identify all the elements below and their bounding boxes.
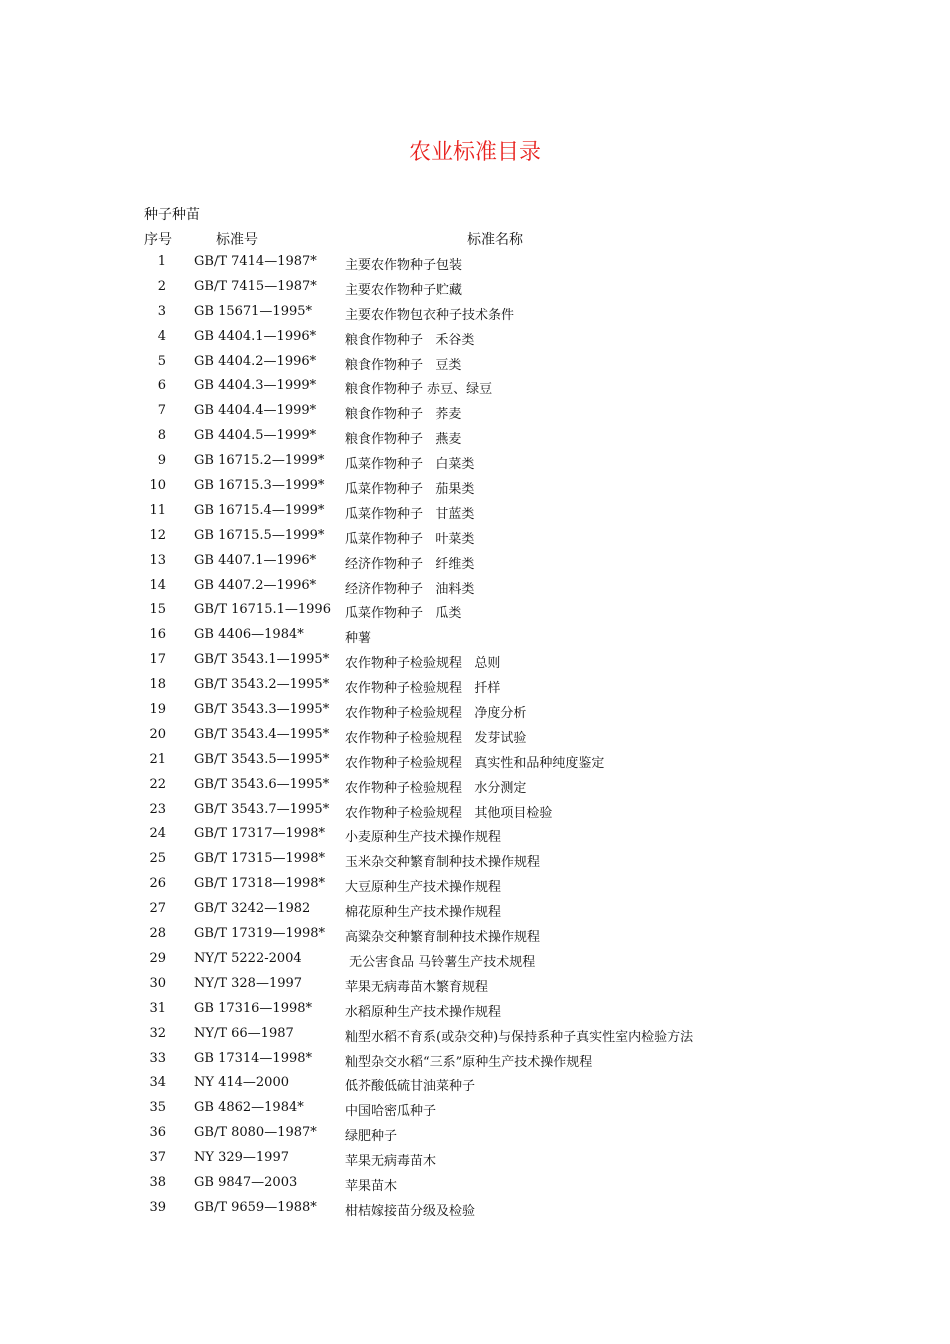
list-item xyxy=(0,501,950,526)
row-standard-name: 粮食作物种子 荞麦 xyxy=(345,407,462,423)
list-item xyxy=(0,526,950,551)
row-standard-name: 玉米杂交种繁育制种技术操作规程 xyxy=(345,855,541,871)
standards-list xyxy=(0,252,950,1223)
row-standard-code: NY 329—1997 xyxy=(194,1150,289,1166)
row-standard-code: GB/T 7414—1987* xyxy=(194,254,317,269)
row-standard-code: GB/T 3543.6—1995* xyxy=(194,776,330,792)
row-seq: 24 xyxy=(149,826,166,842)
row-seq: 32 xyxy=(149,1025,166,1041)
row-standard-name: 粮食作物种子 燕麦 xyxy=(345,432,462,448)
list-item xyxy=(0,874,950,899)
row-standard-name: 主要农作物种子包装 xyxy=(345,258,463,273)
row-seq: 31 xyxy=(149,1000,166,1016)
row-standard-code: NY/T 328—1997 xyxy=(194,975,303,991)
row-standard-code: GB 16715.5—1999* xyxy=(194,527,325,543)
row-standard-name: 瓜菜作物种子 白菜类 xyxy=(345,457,475,473)
row-standard-name: 农作物种子检验规程 真实性和品种纯度鉴定 xyxy=(345,755,605,771)
row-standard-name: 低芥酸低硫甘油菜种子 xyxy=(345,1079,476,1095)
row-standard-name: 农作物种子检验规程 净度分析 xyxy=(345,706,527,722)
row-standard-code: GB/T 17319—1998* xyxy=(194,926,326,942)
list-item xyxy=(0,800,950,825)
row-standard-code: GB/T 3242—1982 xyxy=(194,901,311,917)
list-item xyxy=(0,376,950,401)
row-seq: 4 xyxy=(157,328,166,344)
row-standard-name: 粮食作物种子 豆类 xyxy=(345,357,462,373)
row-standard-code: GB/T 16715.1—1996 xyxy=(194,602,331,618)
row-standard-code: GB 9847—2003 xyxy=(194,1174,298,1190)
row-standard-name: 柑桔嫁接苗分级及检验 xyxy=(345,1203,476,1219)
row-standard-code: GB 4404.2—1996* xyxy=(194,353,317,369)
row-seq: 5 xyxy=(157,353,166,369)
list-item xyxy=(0,576,950,601)
row-seq: 33 xyxy=(149,1050,166,1066)
row-standard-code: GB 16715.3—1999* xyxy=(194,478,325,494)
row-seq: 2 xyxy=(157,278,166,294)
row-seq: 21 xyxy=(149,751,166,767)
row-standard-name: 农作物种子检验规程 其他项目检验 xyxy=(345,805,553,821)
row-standard-name: 高粱杂交种繁育制种技术操作规程 xyxy=(345,930,541,946)
row-standard-name: 小麦原种生产技术操作规程 xyxy=(345,830,502,846)
row-standard-name: 粮食作物种子 赤豆、绿豆 xyxy=(345,382,493,398)
row-seq: 13 xyxy=(149,552,166,568)
row-seq: 16 xyxy=(149,627,166,643)
row-standard-name: 籼型杂交水稻“三系”原种生产技术操作规程 xyxy=(345,1054,593,1070)
row-standard-code: GB/T 3543.7—1995* xyxy=(194,801,330,817)
row-standard-name: 农作物种子检验规程 水分测定 xyxy=(345,780,527,796)
list-item xyxy=(0,600,950,625)
list-item xyxy=(0,750,950,775)
row-standard-name: 经济作物种子 纤维类 xyxy=(345,556,475,572)
list-item xyxy=(0,451,950,476)
list-item xyxy=(0,1024,950,1049)
row-seq: 34 xyxy=(149,1075,166,1091)
column-header-name: 标准名称 xyxy=(467,232,523,248)
list-item xyxy=(0,824,950,849)
row-seq: 11 xyxy=(149,502,166,518)
row-seq: 8 xyxy=(157,428,166,444)
list-item xyxy=(0,551,950,576)
row-standard-code: GB 4404.5—1999* xyxy=(194,428,317,444)
row-standard-name: 水稻原种生产技术操作规程 xyxy=(345,1004,502,1020)
row-seq: 26 xyxy=(149,876,166,892)
row-standard-code: GB/T 3543.5—1995* xyxy=(194,751,330,767)
row-standard-name: 苹果无病毒苗木 xyxy=(345,1154,437,1170)
row-standard-code: GB/T 3543.2—1995* xyxy=(194,677,330,693)
row-seq: 23 xyxy=(149,801,166,817)
row-seq: 28 xyxy=(149,926,166,942)
row-standard-code: GB 15671—1995* xyxy=(194,303,313,319)
row-seq: 27 xyxy=(149,901,166,917)
list-item xyxy=(0,1173,950,1198)
section-heading: 种子种苗 xyxy=(144,207,200,223)
row-standard-code: GB/T 17317—1998* xyxy=(194,826,326,842)
row-standard-code: GB 4407.1—1996* xyxy=(194,552,317,568)
row-standard-name: 籼型水稻不育系(或杂交种)与保持系种子真实性室内检验方法 xyxy=(345,1029,694,1045)
row-standard-code: GB 4404.4—1999* xyxy=(194,403,317,419)
list-item xyxy=(0,924,950,949)
column-header-code: 标准号 xyxy=(216,232,258,248)
row-standard-code: GB/T 7415—1987* xyxy=(194,278,317,294)
list-item xyxy=(0,949,950,974)
column-header-seq: 序号 xyxy=(144,232,172,248)
list-item xyxy=(0,650,950,675)
row-seq: 6 xyxy=(157,378,166,394)
list-item xyxy=(0,426,950,451)
row-standard-code: GB/T 8080—1987* xyxy=(194,1125,317,1141)
row-seq: 14 xyxy=(149,577,166,593)
list-item xyxy=(0,1198,950,1223)
list-item xyxy=(0,1073,950,1098)
row-seq: 38 xyxy=(149,1174,166,1190)
list-item xyxy=(0,476,950,501)
row-seq: 30 xyxy=(149,975,166,991)
row-seq: 9 xyxy=(157,453,166,469)
row-seq: 17 xyxy=(149,652,166,668)
row-standard-name: 中国哈密瓜种子 xyxy=(345,1104,437,1120)
row-standard-code: GB 4404.3—1999* xyxy=(194,378,317,394)
row-seq: 15 xyxy=(149,602,166,618)
row-standard-code: NY/T 66—1987 xyxy=(194,1025,294,1041)
row-standard-name: 瓜菜作物种子 甘蓝类 xyxy=(345,506,475,522)
list-item xyxy=(0,625,950,650)
row-seq: 10 xyxy=(149,478,166,494)
row-seq: 12 xyxy=(149,527,166,543)
row-standard-name: 农作物种子检验规程 发芽试验 xyxy=(345,730,527,746)
row-standard-code: GB 4404.1—1996* xyxy=(194,328,317,344)
list-item xyxy=(0,302,950,327)
list-item xyxy=(0,775,950,800)
row-seq: 36 xyxy=(149,1125,166,1141)
list-item xyxy=(0,252,950,277)
row-standard-name: 苹果苗木 xyxy=(345,1178,398,1194)
row-standard-code: GB 16715.4—1999* xyxy=(194,502,325,518)
list-item xyxy=(0,1049,950,1074)
row-standard-name: 棉花原种生产技术操作规程 xyxy=(345,905,502,921)
row-seq: 29 xyxy=(149,950,166,966)
row-seq: 3 xyxy=(157,303,166,319)
row-seq: 20 xyxy=(149,726,166,742)
list-item xyxy=(0,401,950,426)
row-seq: 39 xyxy=(149,1199,166,1215)
row-standard-name: 经济作物种子 油料类 xyxy=(345,581,475,597)
row-standard-name: 主要农作物包衣种子技术条件 xyxy=(345,307,515,323)
row-seq: 22 xyxy=(149,776,166,792)
row-standard-code: GB 4407.2—1996* xyxy=(194,577,317,593)
row-standard-code: NY/T 5222-2004 xyxy=(194,950,302,966)
row-seq: 25 xyxy=(149,851,166,867)
list-item xyxy=(0,277,950,302)
row-standard-name: 苹果无病毒苗木繁育规程 xyxy=(345,979,489,995)
row-seq: 18 xyxy=(149,677,166,693)
row-standard-name: 种薯 xyxy=(345,631,372,647)
row-seq: 1 xyxy=(157,254,166,269)
row-standard-code: GB/T 9659—1988* xyxy=(194,1199,317,1215)
list-item xyxy=(0,725,950,750)
row-standard-name: 瓜菜作物种子 茄果类 xyxy=(345,482,475,498)
row-standard-name: 主要农作物种子贮藏 xyxy=(345,282,463,298)
row-standard-code: GB 17316—1998* xyxy=(194,1000,313,1016)
row-standard-code: GB 4406—1984* xyxy=(194,627,304,643)
list-item xyxy=(0,1148,950,1173)
list-item xyxy=(0,1123,950,1148)
row-seq: 35 xyxy=(149,1100,166,1116)
row-standard-name: 无公害食品 马铃薯生产技术规程 xyxy=(345,954,536,970)
list-item xyxy=(0,899,950,924)
row-standard-name: 瓜菜作物种子 叶菜类 xyxy=(345,531,475,547)
row-standard-name: 大豆原种生产技术操作规程 xyxy=(345,880,502,896)
list-item xyxy=(0,675,950,700)
row-standard-code: GB/T 3543.3—1995* xyxy=(194,702,330,718)
row-standard-code: NY 414—2000 xyxy=(194,1075,289,1091)
row-standard-name: 瓜菜作物种子 瓜类 xyxy=(345,606,462,622)
row-seq: 19 xyxy=(149,702,166,718)
row-standard-code: GB 17314—1998* xyxy=(194,1050,313,1066)
list-item xyxy=(0,974,950,999)
list-item xyxy=(0,849,950,874)
row-standard-code: GB/T 17318—1998* xyxy=(194,876,326,892)
row-standard-code: GB/T 3543.1—1995* xyxy=(194,652,330,668)
row-standard-name: 农作物种子检验规程 扦样 xyxy=(345,681,501,697)
list-item xyxy=(0,1098,950,1123)
row-standard-code: GB 4862—1984* xyxy=(194,1100,304,1116)
list-item xyxy=(0,352,950,377)
list-item xyxy=(0,327,950,352)
row-standard-code: GB/T 17315—1998* xyxy=(194,851,326,867)
row-standard-code: GB/T 3543.4—1995* xyxy=(194,726,330,742)
row-seq: 37 xyxy=(149,1150,166,1166)
list-item xyxy=(0,999,950,1024)
row-standard-name: 粮食作物种子 禾谷类 xyxy=(345,332,475,348)
row-standard-name: 农作物种子检验规程 总则 xyxy=(345,656,501,672)
row-standard-name: 绿肥种子 xyxy=(345,1129,398,1145)
page-title: 农业标准目录 xyxy=(408,140,541,165)
row-standard-code: GB 16715.2—1999* xyxy=(194,453,325,469)
list-item xyxy=(0,700,950,725)
row-seq: 7 xyxy=(157,403,166,419)
